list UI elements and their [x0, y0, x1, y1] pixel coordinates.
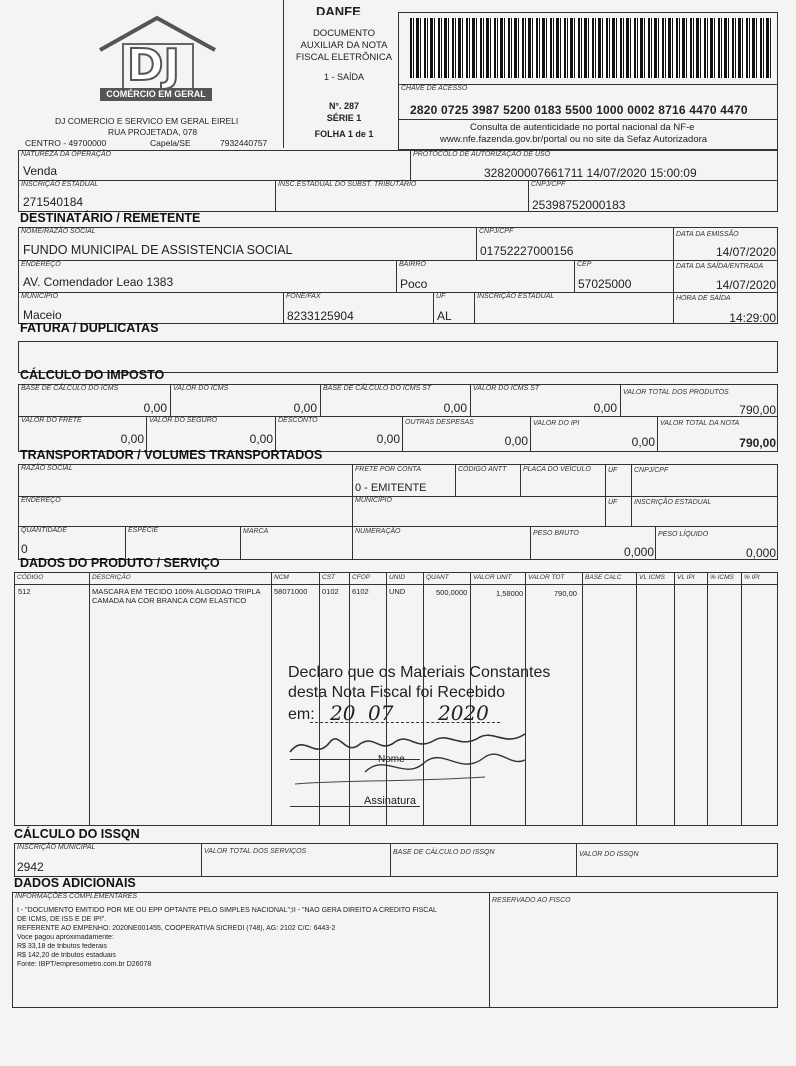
- chave-label: CHAVE DE ACESSO: [401, 85, 468, 92]
- emitente-street: RUA PROJETADA, 078: [108, 127, 198, 137]
- dest-uf-label: UF: [436, 293, 446, 300]
- dest-cep: 57025000: [578, 277, 632, 291]
- info-label: INFORMAÇÕES COMPLEMENTARES: [15, 893, 137, 900]
- imposto-section: CÁLCULO DO IMPOSTO: [20, 368, 165, 382]
- danfe-sub2: AUXILIAR DA NOTA: [300, 40, 388, 51]
- transp-uf2-label: UF: [608, 499, 618, 506]
- consulta-line1: Consulta de autenticidade no portal nacional da NF-e: [470, 122, 695, 133]
- outras-label: OUTRAS DESPESAS: [405, 419, 474, 426]
- item-descricao-1: MASCARA EM TECIDO 100% ALGODAO TRIPLA: [92, 587, 261, 596]
- dest-municipio-label: MUNICÍPIO: [21, 293, 58, 300]
- ipi-label: VALOR DO IPI: [533, 420, 580, 427]
- dest-cep-label: CEP: [577, 261, 592, 268]
- transp-marca-label: MARCA: [243, 528, 269, 535]
- total-prod-label: VALOR TOTAL DOS PRODUTOS: [623, 389, 729, 396]
- dest-endereco: AV. Comendador Leao 1383: [23, 275, 174, 289]
- product-header-0: CÓDIGO: [17, 574, 44, 581]
- info-line: R$ 142,20 de tributos estaduais: [17, 952, 116, 959]
- item-unid: UND: [389, 587, 406, 596]
- product-header-7: VALOR UNIT: [473, 574, 512, 581]
- produtos-section: DADOS DO PRODUTO / SERVIÇO: [20, 556, 220, 570]
- receipt-day: 20: [330, 701, 356, 725]
- dest-ie-label: INSCRIÇÃO ESTADUAL: [477, 293, 555, 300]
- dest-uf: AL: [437, 309, 452, 323]
- desconto-label: DESCONTO: [278, 417, 318, 424]
- issqn-servicos-label: VALOR TOTAL DOS SERVIÇOS: [204, 848, 307, 855]
- dest-fone: 8233125904: [287, 309, 354, 323]
- danfe-serie: SÉRIE 1: [326, 113, 362, 123]
- item-tot: 790,00: [554, 589, 577, 598]
- item-cfop: 6102: [352, 587, 369, 596]
- product-header-5: UNID: [389, 574, 405, 581]
- receipt-line1: Declaro que os Materiais Constantes: [288, 664, 551, 681]
- base-st-label: BASE DE CÁLCULO DO ICMS ST: [323, 385, 432, 392]
- issqn-im-value: 2942: [17, 860, 44, 874]
- receipt-em: em:: [288, 706, 315, 723]
- item-codigo: 512: [18, 587, 31, 596]
- logo-subtext: COMÉRCIO EM GERAL: [106, 89, 206, 99]
- chave-value: 2820 0725 3987 5200 0183 5500 1000 0002 8716 4470 4470: [410, 103, 748, 117]
- transp-antt-label: CÓDIGO ANTT: [458, 466, 507, 473]
- total-nota-value: 790,00: [739, 436, 776, 450]
- product-header-9: BASE CALC: [585, 574, 622, 581]
- info-line: DE ICMS, DE ISS E DE IPI".: [17, 916, 107, 923]
- item-descricao-2: CAMADA NA COR BRANCA COM ELASTICO: [92, 596, 247, 605]
- danfe-tipo: 1 - SAÍDA: [323, 72, 364, 82]
- issqn-base-label: BASE DE CÁLCULO DO ISSQN: [393, 849, 495, 856]
- issqn-valor-label: VALOR DO ISSQN: [579, 851, 639, 858]
- consulta-line2: www.nfe.fazenda.gov.br/portal ou no site da Sefaz Autorizadora: [440, 134, 708, 145]
- transp-especie-label: ESPÉCIE: [128, 527, 159, 534]
- ie-label: INSCRIÇÃO ESTADUAL: [21, 181, 99, 188]
- total-nota-label: VALOR TOTAL DA NOTA: [660, 420, 740, 427]
- dest-cnpj: 01752227000156: [480, 244, 574, 258]
- product-header-10: VL ICMS: [639, 574, 665, 581]
- receipt-year: 2020: [438, 701, 489, 725]
- danfe-sub1: DOCUMENTO: [312, 28, 376, 39]
- natureza-value: Venda: [23, 164, 58, 178]
- protocolo-label: PROTOCOLO DE AUTORIZAÇÃO DE USO: [413, 151, 551, 158]
- emitente-name: DJ COMERCIO E SERVICO EM GERAL EIRELI: [55, 116, 239, 126]
- product-column-divider: [741, 572, 742, 826]
- emitente-cep: CENTRO - 49700000: [25, 138, 107, 148]
- product-column-divider: [674, 572, 675, 826]
- fatura-section: FATURA / DUPLICATAS: [20, 321, 159, 335]
- transp-endereco-label: ENDEREÇO: [21, 497, 61, 504]
- info-line: REFERENTE AO EMPENHO: 2020NE001455, COOPERATIVA SICREDI (748), AG: 2102 C/C: 6443-2: [17, 925, 336, 932]
- dest-bairro-label: BAIRRO: [399, 261, 426, 268]
- emitente-city: Capela/SE: [150, 138, 191, 148]
- transp-qtd-label: QUANTIDADE: [21, 527, 67, 534]
- total-prod-value: 790,00: [739, 403, 776, 417]
- base-st-value: 0,00: [443, 401, 467, 415]
- frete-value: 0,00: [120, 432, 144, 446]
- transp-uf-label: UF: [608, 467, 618, 474]
- info-line: I - "DOCUMENTO EMITIDO POR ME OU EPP OPTANTE PELO SIMPLES NACIONAL";II - "NAO GERA DIREITO A CREDITO FISCAL: [17, 907, 437, 914]
- issqn-im-label: INSCRIÇÃO MUNICIPAL: [17, 844, 96, 851]
- valor-icms-label: VALOR DO ICMS: [173, 385, 229, 392]
- emitente-logo: [95, 12, 220, 107]
- product-column-divider: [89, 572, 90, 826]
- dest-bairro: Poco: [400, 277, 428, 291]
- natureza-label: NATUREZA DA OPERAÇÃO: [21, 151, 111, 158]
- base-icms-value: 0,00: [143, 401, 167, 415]
- transp-bruto-value: 0,000: [623, 545, 654, 559]
- barcode: [410, 18, 772, 78]
- dest-emissao: 14/07/2020: [715, 245, 776, 259]
- product-header-11: VL IPI: [677, 574, 695, 581]
- transportador-section: TRANSPORTADOR / VOLUMES TRANSPORTADOS: [20, 448, 323, 462]
- item-unit: 1,58000: [496, 589, 524, 598]
- ipi-value: 0,00: [631, 435, 655, 449]
- receipt-assinatura-label: Assinatura: [364, 795, 416, 807]
- valor-icms-value: 0,00: [293, 401, 317, 415]
- product-header-12: % ICMS: [710, 574, 734, 581]
- receipt-nome-label: Nome: [378, 754, 405, 765]
- item-cst: 0102: [322, 587, 339, 596]
- dest-nome: FUNDO MUNICIPAL DE ASSISTENCIA SOCIAL: [23, 243, 293, 257]
- receipt-line2: desta Nota Fiscal foi Recebido: [288, 684, 505, 701]
- frete-label: VALOR DO FRETE: [21, 417, 82, 424]
- item-ncm: 58071000: [274, 587, 308, 596]
- transp-cnpj-label: CNPJ/CPF: [634, 467, 669, 474]
- product-header-8: VALOR TOT: [528, 574, 565, 581]
- dest-municipio: Maceio: [23, 308, 62, 322]
- valor-st-value: 0,00: [593, 401, 617, 415]
- dest-cnpj-label: CNPJ/CPF: [479, 228, 514, 235]
- base-icms-label: BASE DE CÁLCULO DO ICMS: [21, 385, 119, 392]
- transp-frete-value: 0 - EMITENTE: [355, 482, 427, 494]
- ie-value: 271540184: [23, 195, 84, 209]
- dest-endereco-label: ENDEREÇO: [21, 261, 61, 268]
- product-header-4: CFOP: [352, 574, 371, 581]
- transp-qtd-value: 0: [21, 542, 28, 556]
- emitente-cnpj-label: CNPJ/CPF: [531, 181, 566, 188]
- danfe-folha: FOLHA 1 de 1: [314, 129, 374, 139]
- ie-st-label: INSC.ESTADUAL DO SUBST. TRIBUTÁRIO: [278, 181, 417, 188]
- product-header-3: CST: [322, 574, 335, 581]
- dest-fone-label: FONE/FAX: [286, 293, 321, 300]
- product-column-divider: [707, 572, 708, 826]
- receipt-month: 07: [368, 701, 394, 725]
- dest-hora: 14:29:00: [729, 311, 776, 325]
- transp-placa-label: PLACA DO VEÍCULO: [523, 466, 591, 473]
- transp-bruto-label: PESO BRUTO: [533, 530, 579, 537]
- valor-st-label: VALOR DO ICMS ST: [473, 385, 540, 392]
- info-line: Voce pagou aproximadamente:: [17, 934, 114, 941]
- transp-frete-label: FRETE POR CONTA: [355, 466, 421, 473]
- info-line: R$ 33,18 de tributos federais: [17, 943, 107, 950]
- product-column-divider: [582, 572, 583, 826]
- emitente-cnpj-value: 25398752000183: [532, 198, 626, 212]
- fisco-label: RESERVADO AO FISCO: [492, 897, 571, 904]
- emitente-phone: 7932440757: [220, 138, 268, 148]
- seguro-value: 0,00: [249, 432, 273, 446]
- product-header-6: QUANT: [426, 574, 449, 581]
- outras-value: 0,00: [504, 434, 528, 448]
- transp-numeracao-label: NUMERAÇÃO: [355, 528, 401, 535]
- info-line: Fonte: IBPT/empresometro.com.br D26078: [17, 961, 152, 968]
- danfe-numero: N°. 287: [328, 101, 360, 111]
- dest-saida: 14/07/2020: [715, 278, 776, 292]
- transp-municipio-label: MUNICÍPIO: [355, 497, 392, 504]
- adicionais-section: DADOS ADICIONAIS: [14, 876, 136, 890]
- product-header-13: % IPI: [744, 574, 760, 581]
- product-column-divider: [271, 572, 272, 826]
- transp-liquido-label: PESO LÍQUIDO: [658, 531, 709, 538]
- destinatario-section: DESTINATÁRIO / REMETENTE: [20, 211, 201, 225]
- product-header-2: NCM: [274, 574, 289, 581]
- danfe-title: DANFE: [316, 4, 361, 15]
- dest-saida-label: DATA DA SAÍDA/ENTRADA: [676, 263, 764, 270]
- transp-razao-label: RAZÃO SOCIAL: [21, 465, 73, 472]
- signature-scribble-icon: [285, 722, 545, 792]
- seguro-label: VALOR DO SEGURO: [149, 417, 218, 424]
- logo-text: DJ: [127, 40, 180, 91]
- dest-hora-label: HORA DE SAÍDA: [676, 295, 731, 302]
- desconto-value: 0,00: [376, 432, 400, 446]
- protocolo-value: 328200007661711 14/07/2020 15:00:09: [484, 166, 697, 180]
- dest-nome-label: NOME/RAZÃO SOCIAL: [21, 228, 96, 235]
- issqn-section: CÁLCULO DO ISSQN: [14, 827, 140, 841]
- transp-ie-label: INSCRIÇÃO ESTADUAL: [634, 499, 712, 506]
- item-quant: 500,0000: [436, 588, 468, 597]
- product-column-divider: [636, 572, 637, 826]
- danfe-sub3: FISCAL ELETRÔNICA: [295, 52, 393, 63]
- dest-emissao-label: DATA DA EMISSÃO: [676, 231, 739, 238]
- product-header-1: DESCRIÇÃO: [92, 574, 131, 581]
- transp-liquido-value: 0,000: [745, 546, 776, 560]
